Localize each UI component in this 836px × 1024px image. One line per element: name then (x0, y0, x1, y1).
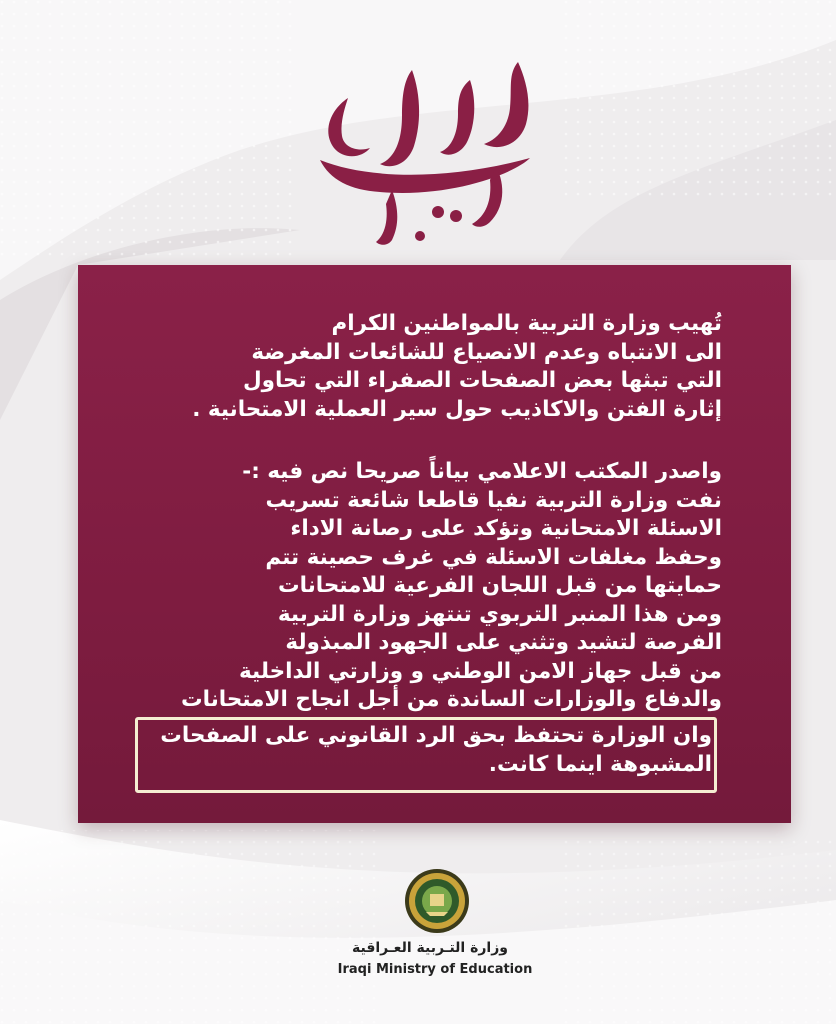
statement-line: وان الوزارة تحتفظ بحق الرد القانوني على الصفحات (160, 723, 712, 748)
statement-line: ومن هذا المنبر التربوي تنتهز وزارة التربية (277, 601, 722, 627)
statement-line: نفت وزارة التربية نفيا قاطعا شائعة تسريب (265, 487, 722, 513)
statement-line: من قبل جهاز الامن الوطني و وزارتي الداخلية (239, 658, 722, 684)
statement-line: وحفظ مغلفات الاسئلة في غرف حصينة تتم (265, 544, 722, 570)
statement-line: المشبوهة اينما كانت. (488, 751, 712, 777)
ministry-name-arabic: وزارة التـربية العـراقية (352, 940, 508, 956)
statement-highlighted-text (160, 722, 712, 779)
ministry-name-english: Iraqi Ministry of Education (337, 962, 533, 977)
statement-line: والدفاع والوزارات الساندة من أجل انجاح الامتحانات (181, 687, 722, 712)
statement-line: الاسئلة الامتحانية وتؤكد على رصانة الاداء (290, 516, 722, 541)
statement-paragraph-intro (192, 310, 722, 424)
statement-line: واصدر المكتب الاعلامي بياناً صريحا نص فيه :- (242, 459, 722, 484)
ministry-emblem-icon (404, 868, 470, 934)
statement-line: التي تبثها بعض الصفحات الصفراء التي تحاول (242, 368, 722, 393)
statement-line: إثارة الفتن والاكاذيب حول سير العملية الامتحانية . (192, 396, 722, 422)
statement-paragraph-body (181, 458, 722, 715)
statement-line: الفرصة لتشيد وتثني على الجهود المبذولة (285, 630, 722, 655)
statement-line: حمايتها من قبل اللجان الفرعية للامتحانات (278, 573, 722, 598)
statement-line: الى الانتباه وعدم الانصياع للشائعات المغرضة (251, 339, 722, 365)
statement-line: تُهيب وزارة التربية بالمواطنين الكرام (331, 311, 722, 336)
calligraphy-title (300, 40, 560, 250)
